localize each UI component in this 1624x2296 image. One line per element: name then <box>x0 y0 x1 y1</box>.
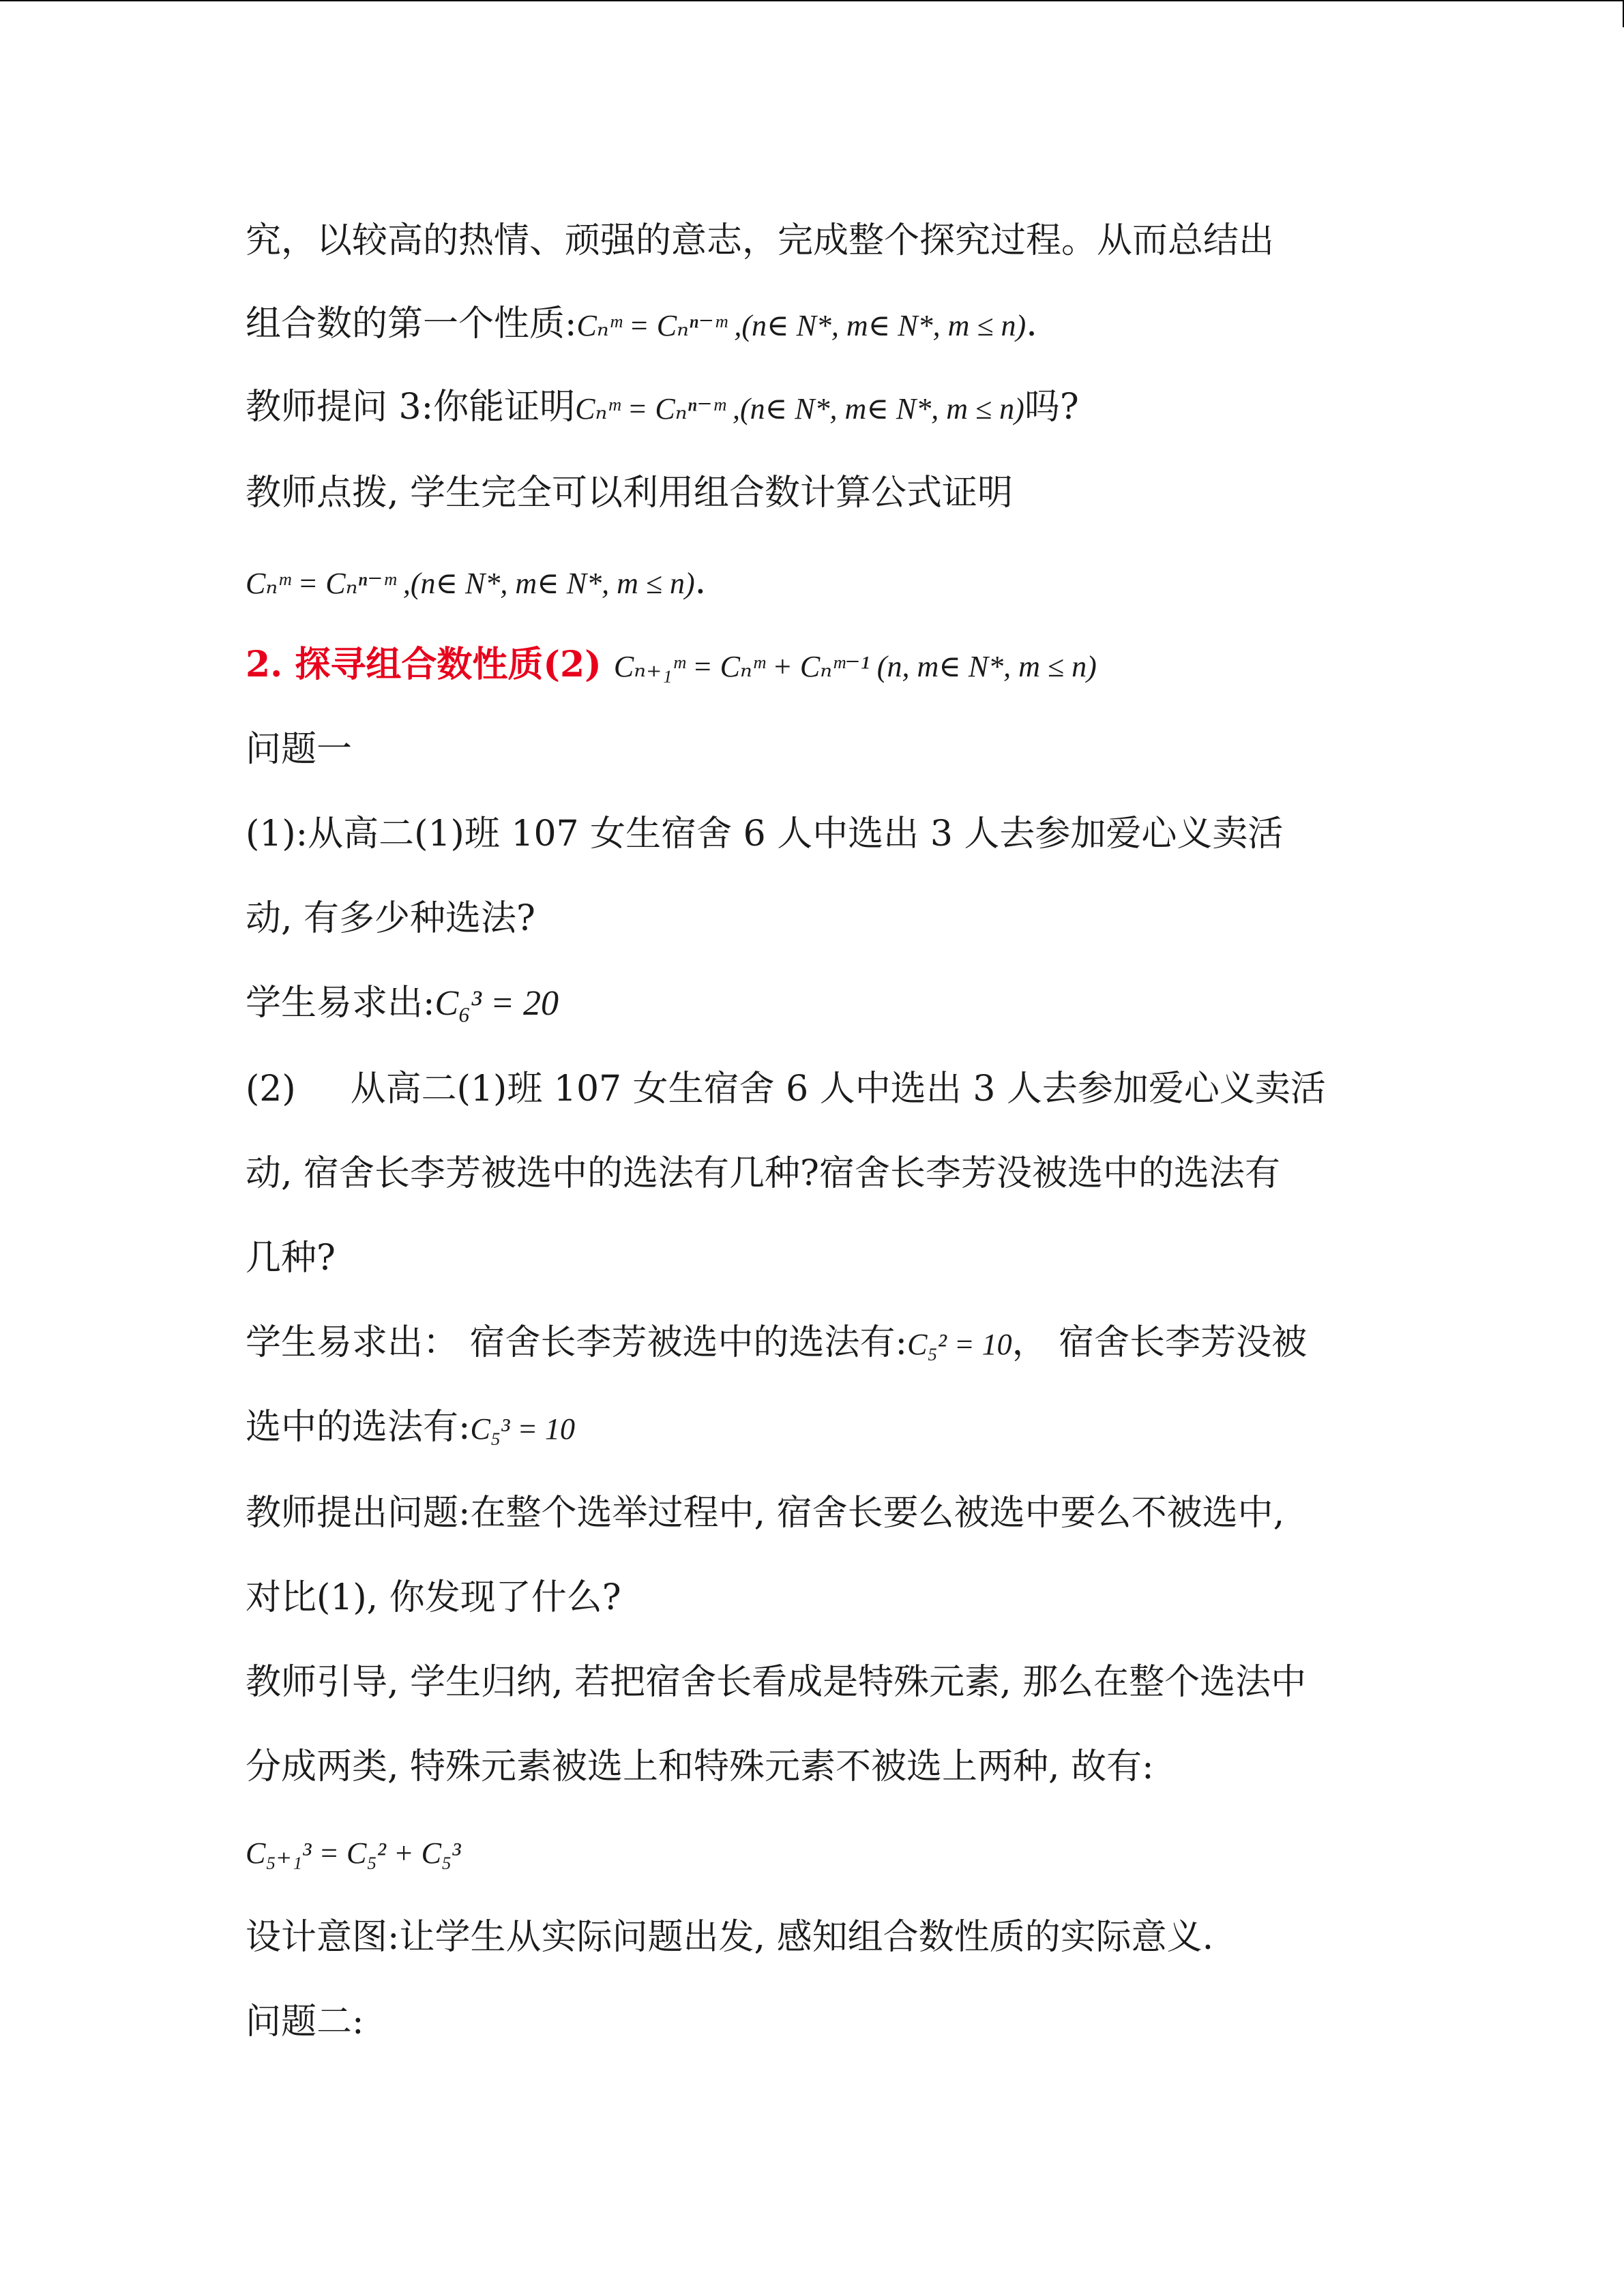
paragraph-line <box>246 1743 1154 1791</box>
line-text: 组合数的第一个性质: <box>246 303 577 344</box>
paragraph-line <box>246 1234 336 1282</box>
page-top-border <box>0 0 1624 1</box>
line-text: 问题二: <box>246 2001 364 2042</box>
line-text: 对比(1), 你发现了什么? <box>246 1577 621 1618</box>
formula: Cₙᵐ = Cₙⁿ⁻ᵐ ,(n∈ N*, m∈ N*, m ≤ n) <box>575 392 1024 426</box>
paragraph-line <box>246 1489 1284 1537</box>
line-text-after: 吗? <box>1024 387 1079 428</box>
paragraph-line <box>246 1828 460 1875</box>
line-text-after: 从高二(1)班 107 女生宿舍 6 人中选出 3 人去参加爱心义卖活 <box>350 1069 1326 1109</box>
line-text-after: . <box>694 561 707 602</box>
paragraph-line <box>246 726 352 773</box>
line-text: 学生易求出： 宿舍长李芳被选中的选法有: <box>246 1322 908 1363</box>
section-heading <box>246 641 1097 689</box>
formula: C₅₊₁³ = C₅² + C₅³ <box>246 1836 461 1870</box>
line-text: 选中的选法有: <box>246 1407 471 1448</box>
line-text: 几种? <box>246 1238 336 1279</box>
formula: C₅³ = 10 <box>470 1412 576 1446</box>
formula: C₅² = 10 <box>907 1328 1012 1361</box>
formula: Cₙᵐ = Cₙⁿ⁻ᵐ ,(n∈ N*, m∈ N*, m ≤ n) <box>576 309 1027 342</box>
paragraph-line <box>246 1319 1307 1367</box>
heading-text: 2. 探寻组合数性质(2) <box>246 644 602 685</box>
paragraph-line <box>246 1150 1280 1197</box>
paragraph-line <box>246 469 1013 517</box>
paragraph-line <box>246 810 1283 858</box>
line-text-after: . <box>1026 303 1037 344</box>
paragraph-line <box>246 1913 1213 1961</box>
paragraph-line <box>246 558 706 606</box>
paragraph-line <box>246 217 1274 265</box>
formula: Cₙᵐ = Cₙⁿ⁻ᵐ ,(n∈ N*, m∈ N*, m ≤ n) <box>246 567 695 600</box>
line-text: (1):从高二(1)班 107 女生宿舍 6 人中选出 3 人去参加爱心义卖活 <box>246 814 1284 854</box>
line-text: 设计意图:让学生从实际问题出发, 感知组合数性质的实际意义. <box>246 1917 1214 1958</box>
line-text: 教师提出问题:在整个选举过程中, 宿舍长要么被选中要么不被选中, <box>246 1493 1285 1534</box>
line-text-after: ， 宿舍长李芳没被 <box>1012 1322 1308 1363</box>
paragraph-line <box>246 383 1079 431</box>
formula: C₆³ = 20 <box>434 984 559 1023</box>
line-text: 问题一 <box>246 729 353 770</box>
line-text: 动, 有多少种选法? <box>246 898 535 939</box>
line-text: 教师提问 3:你能证明 <box>246 387 576 428</box>
paragraph-line <box>246 1658 1306 1706</box>
line-text: (2) <box>246 1069 296 1109</box>
paragraph-line <box>246 979 559 1027</box>
paragraph-line <box>246 1065 1326 1113</box>
paragraph-line <box>246 1403 575 1451</box>
line-text: 教师点拨, 学生完全可以利用组合数计算公式证明 <box>246 473 1014 513</box>
line-text: 教师引导, 学生归纳, 若把宿舍长看成是特殊元素, 那么在整个选法中 <box>246 1662 1307 1703</box>
paragraph-line <box>246 1574 621 1622</box>
paragraph-line <box>246 300 1037 348</box>
paragraph-line <box>246 895 535 942</box>
line-text: 学生易求出: <box>246 983 435 1024</box>
line-text: 动, 宿舍长李芳被选中的选法有几种?宿舍长李芳没被选中的选法有 <box>246 1153 1280 1194</box>
paragraph-line <box>246 1998 364 2046</box>
line-text: 究，以较高的热情、顽强的意志，完成整个探究过程。从而总结出 <box>246 220 1275 261</box>
formula: Cₙ₊₁ᵐ = Cₙᵐ + Cₙᵐ⁻¹ (n, m∈ N*, m ≤ n) <box>613 650 1097 683</box>
line-text: 分成两类, 特殊元素被选上和特殊元素不被选上两种, 故有: <box>246 1746 1154 1787</box>
